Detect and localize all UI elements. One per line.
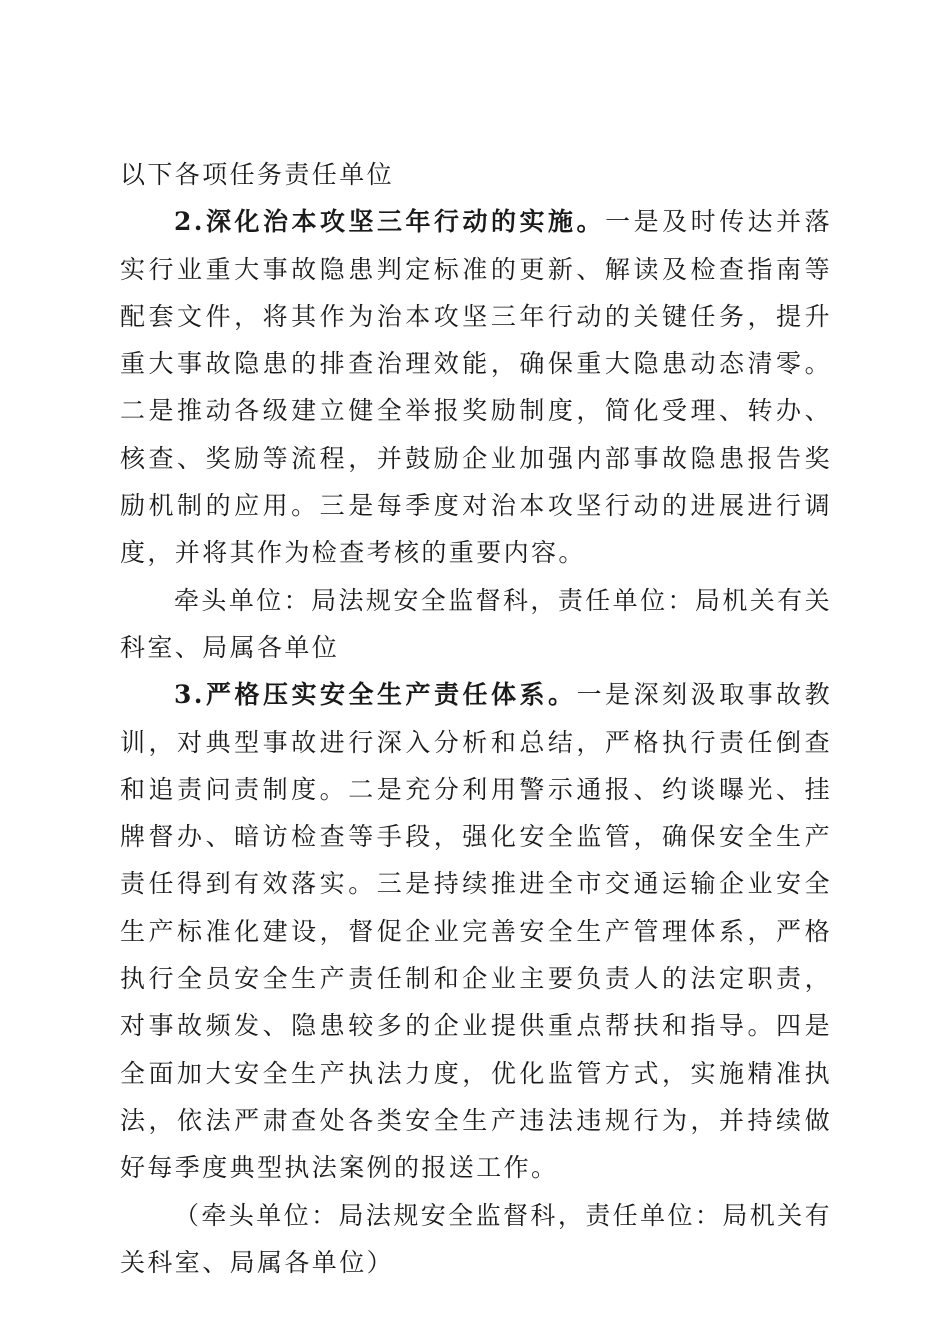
paragraph-item-3 bbox=[120, 671, 832, 1191]
paragraph-responsible-units-3 bbox=[120, 1192, 832, 1287]
paragraph-responsible-units-2 bbox=[120, 577, 832, 672]
paragraph-intro-line bbox=[120, 151, 832, 198]
paragraph-heading: 2.深化治本攻坚三年行动的实施。 bbox=[174, 207, 606, 237]
paragraph-text: （牵头单位：局法规安全监督科，责任单位：局机关有关科室、局属各单位） bbox=[120, 1200, 832, 1277]
paragraph-heading: 3.严格压实安全生产责任体系。 bbox=[174, 680, 577, 710]
paragraph-item-2 bbox=[120, 198, 832, 576]
paragraph-text: 一是及时传达并落实行业重大事故隐患判定标准的更新、解读及检查指南等配套文件，将其作为治本攻坚三年行动的关键任务，提升重大事故隐患的排查治理效能，确保重大隐患动态清零。二是推动各级建立健全举报奖励制度，简化受理、转办、核查、奖励等流程，并鼓励企业加强内部事故隐患报告奖励机制的应用。三是每季度对治本攻坚行动的进展进行调度，并将其作为检查考核的重要内容。 bbox=[120, 207, 833, 568]
document-body bbox=[120, 151, 832, 1286]
paragraph-text: 牵头单位：局法规安全监督科，责任单位：局机关有关科室、局属各单位 bbox=[120, 585, 832, 662]
paragraph-text: 一是深刻汲取事故教训，对典型事故进行深入分析和总结，严格执行责任倒查和追责问责制度。二是充分利用警示通报、约谈曝光、挂牌督办、暗访检查等手段，强化安全监管，确保安全生产责任得到有效落实。三是持续推进全市交通运输企业安全生产标准化建设，督促企业完善安全生产管理体系，严格执行全员安全生产责任制和企业主要负责人的法定职责，对事故频发、隐患较多的企业提供重点帮扶和指导。四是全面加大安全生产执法力度，优化监管方式，实施精准执法，依法严肃查处各类安全生产违法违规行为，并持续做好每季度典型执法案例的报送工作。 bbox=[120, 680, 832, 1183]
paragraph-text: 以下各项任务责任单位 bbox=[120, 160, 395, 189]
